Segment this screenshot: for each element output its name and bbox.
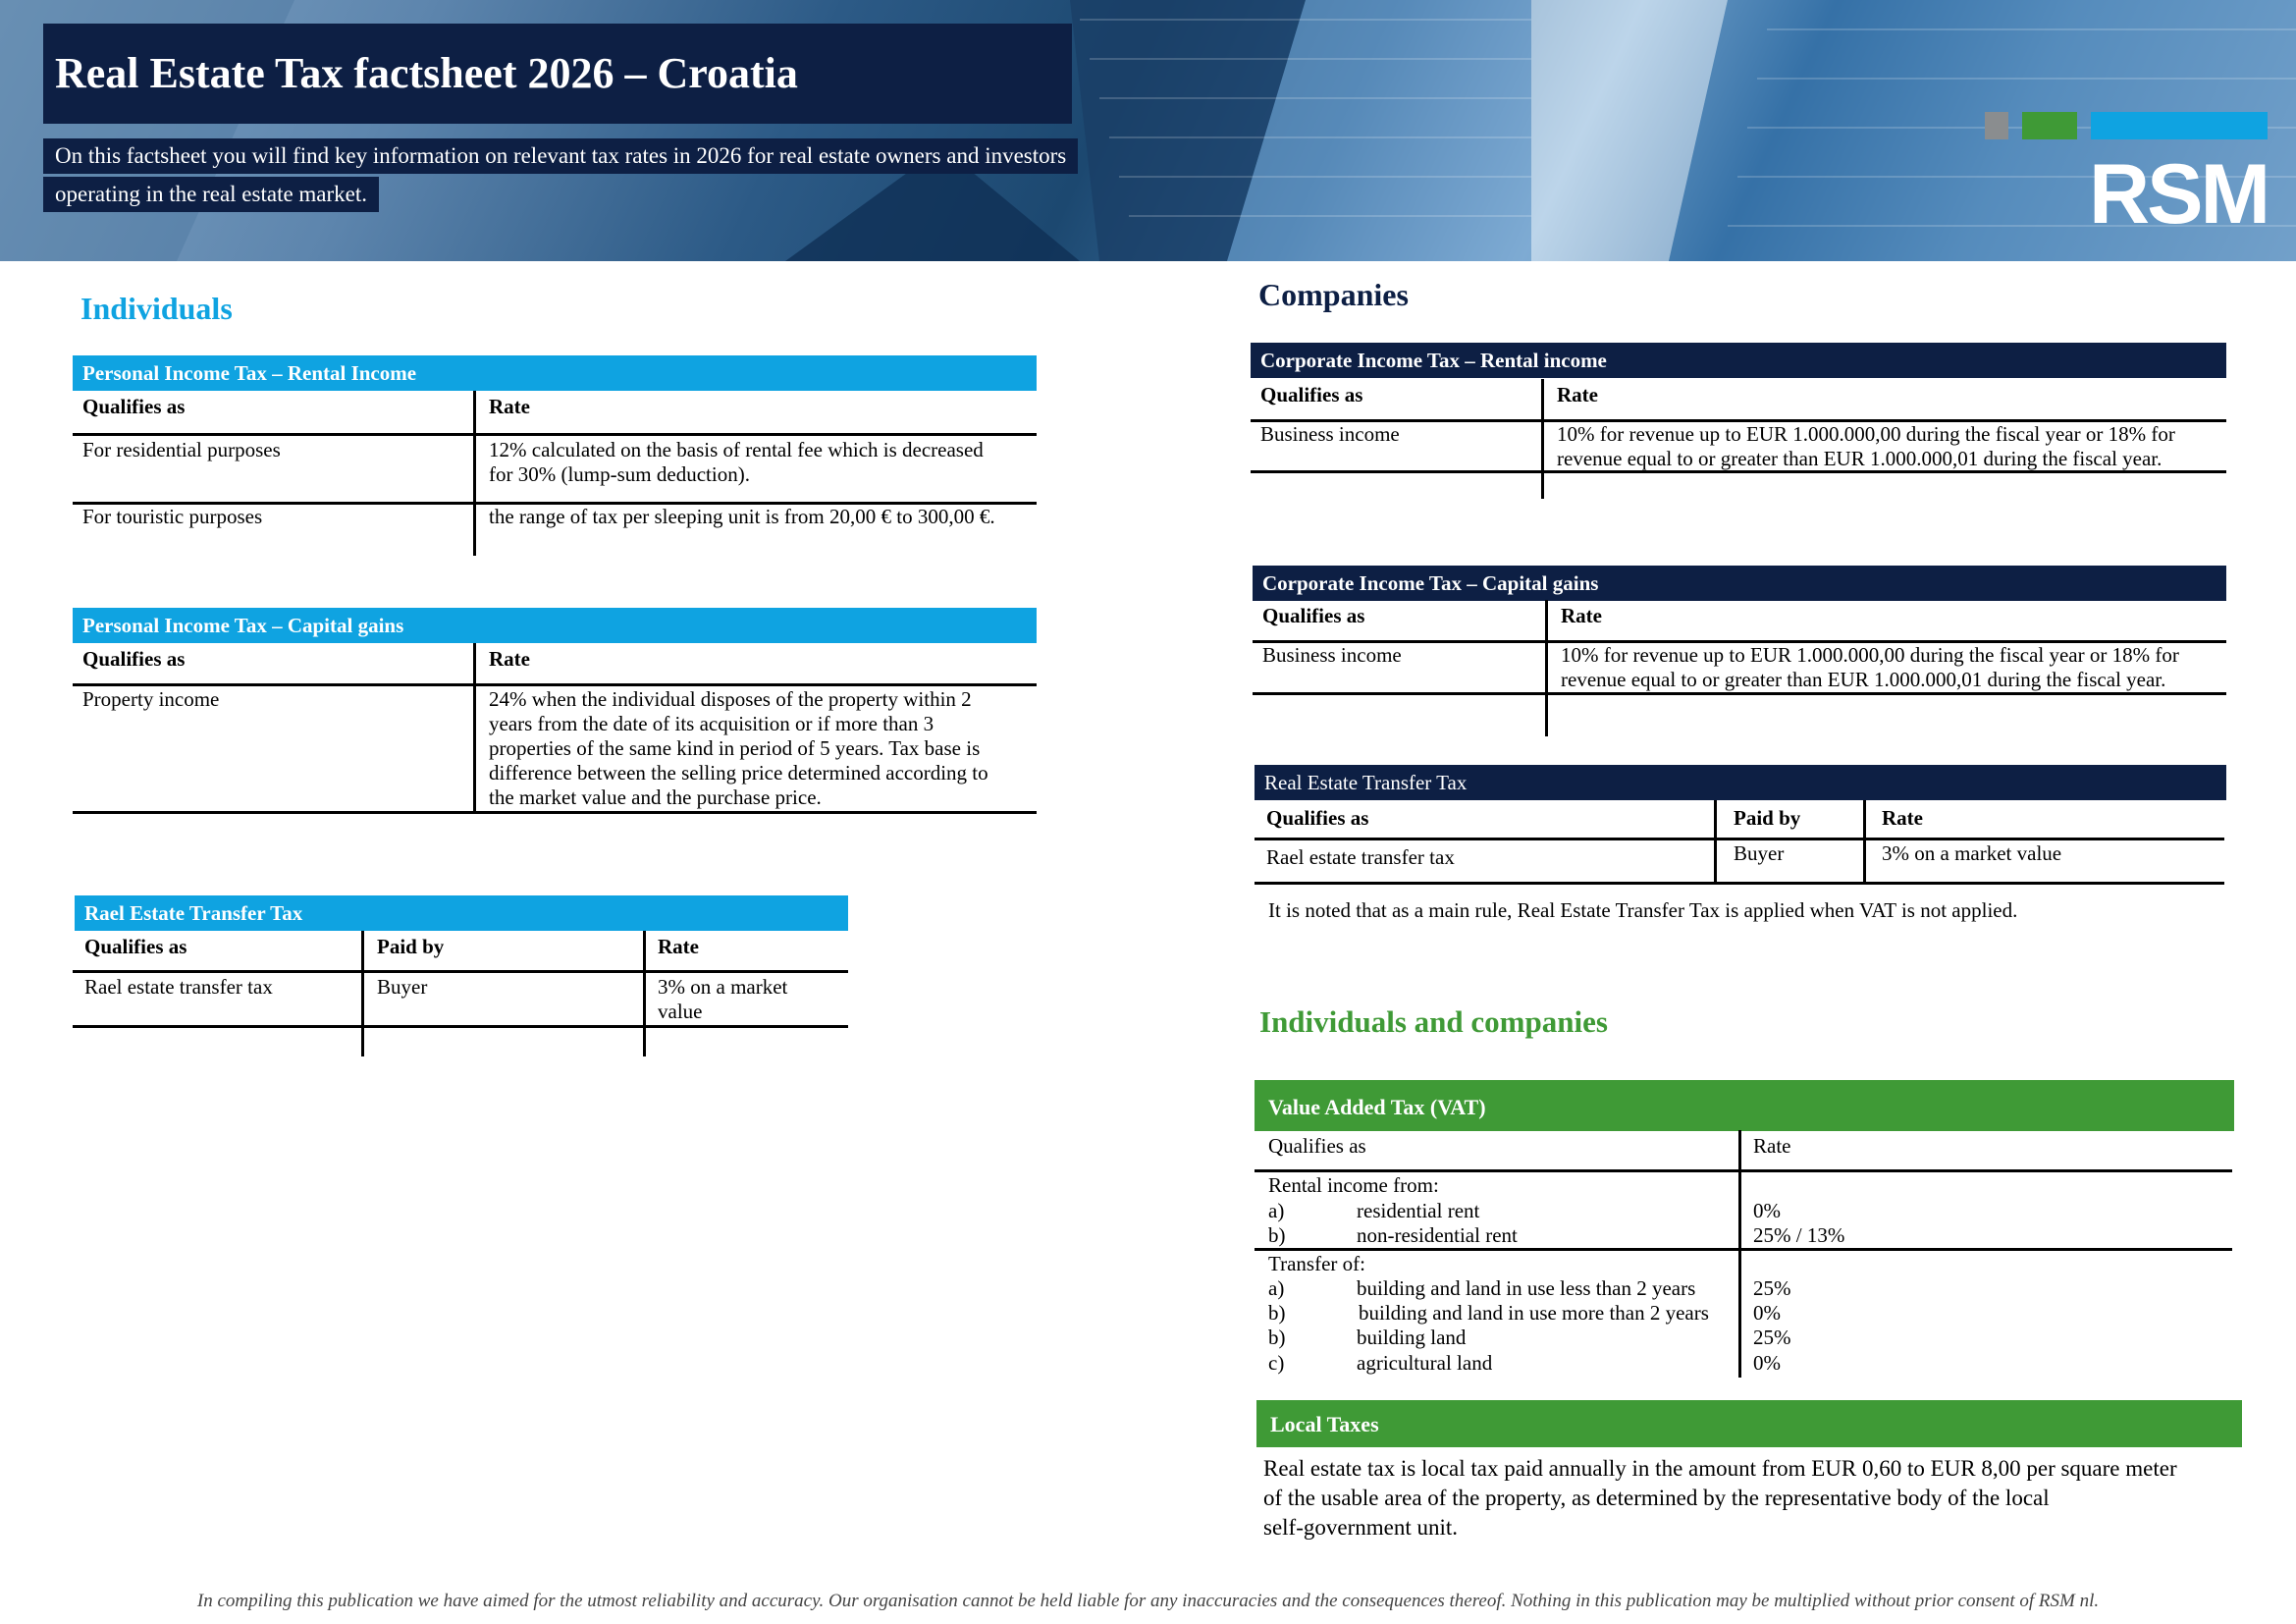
vat-transfer-2-rate: 0% xyxy=(1753,1301,1781,1325)
vat-transfer-3-letter: b) xyxy=(1268,1326,1286,1349)
ind-transfer-rate-line1: 3% on a market xyxy=(658,975,788,999)
cit-capital-col1-header: Qualifies as xyxy=(1262,604,1365,627)
divider xyxy=(1545,600,1548,736)
co-transfer-qualifies: Rael estate transfer tax xyxy=(1266,845,1455,869)
divider xyxy=(643,931,646,1056)
divider xyxy=(73,433,1037,436)
cit-capital-qualifies: Business income xyxy=(1262,643,1402,667)
vat-transfer-1-label: building and land in use less than 2 years xyxy=(1357,1276,1696,1300)
page-title: Real Estate Tax factsheet 2026 – Croatia xyxy=(43,24,1072,124)
disclaimer-footer: In compiling this publication we have aimed for the utmost reliability and accuracy. Our organisation cannot be held liable for any inaccuracies and the consequences thereof. Nothing in this publication may be multiplied without prior consent of RSM nl. xyxy=(196,1591,2100,1611)
pit-capital-rate-line2: years from the date of its acquisition or if more than 3 xyxy=(489,712,934,735)
vat-transfer-label: Transfer of: xyxy=(1268,1252,1365,1275)
subtitle-line-2: operating in the real estate market. xyxy=(43,177,379,212)
local-taxes-line2: of the usable area of the property, as determined by the representative body of the local xyxy=(1263,1486,2050,1510)
pit-capital-qualifies: Property income xyxy=(82,687,220,711)
pit-capital-rate-line3: properties of the same kind in period of 5 years. Tax base is xyxy=(489,736,981,760)
pit-capital-rate-line1: 24% when the individual disposes of the property within 2 xyxy=(489,687,972,711)
pit-rental-row1-rate-line1: 12% calculated on the basis of rental fee which is decreased xyxy=(489,438,984,461)
vat-transfer-4-letter: c) xyxy=(1268,1351,1285,1375)
divider xyxy=(361,931,364,1056)
pit-capital-rate-line5: the market value and the purchase price. xyxy=(489,785,822,809)
rsm-logo-green-bar xyxy=(2022,112,2077,139)
divider xyxy=(1255,838,2224,840)
vat-rental-a-rate: 0% xyxy=(1753,1199,1781,1222)
co-transfer-col2-header: Paid by xyxy=(1734,806,1801,830)
vat-rental-a-letter: a) xyxy=(1268,1199,1285,1222)
cit-rental-rate-line1: 10% for revenue up to EUR 1.000.000,00 during the fiscal year or 18% for xyxy=(1557,422,2175,446)
divider xyxy=(1255,1248,2232,1251)
pit-capital-rate-line4: difference between the selling price determined according to xyxy=(489,761,988,785)
pit-rental-col1-header: Qualifies as xyxy=(82,395,186,418)
vat-rental-label: Rental income from: xyxy=(1268,1173,1439,1197)
rsm-logo: RSM xyxy=(2089,147,2269,242)
cit-capital-col2-header: Rate xyxy=(1561,604,1602,627)
subtitle-line-1: On this factsheet you will find key information on relevant tax rates in 2026 for real estate owners and investors xyxy=(43,138,1078,174)
vat-transfer-1-letter: a) xyxy=(1268,1276,1285,1300)
divider xyxy=(1714,800,1717,882)
pit-rental-row1-qualifies: For residential purposes xyxy=(82,438,281,461)
vat-title: Value Added Tax (VAT) xyxy=(1255,1080,2234,1131)
cit-rental-qualifies: Business income xyxy=(1260,422,1400,446)
pit-rental-row2-qualifies: For touristic purposes xyxy=(82,505,263,528)
rsm-logo-grey-bar xyxy=(1985,112,2008,139)
co-transfer-paid-by: Buyer xyxy=(1734,841,1785,865)
pit-rental-col2-header: Rate xyxy=(489,395,530,418)
companies-heading: Companies xyxy=(1258,277,1409,312)
ind-transfer-col1-header: Qualifies as xyxy=(84,935,187,958)
divider xyxy=(473,391,476,556)
ind-transfer-col3-header: Rate xyxy=(658,935,699,958)
ind-transfer-paid-by: Buyer xyxy=(377,975,428,999)
divider xyxy=(1541,379,1544,499)
cit-rental-title: Corporate Income Tax – Rental income xyxy=(1251,343,2226,378)
vat-col1-header: Qualifies as xyxy=(1268,1134,1366,1158)
co-transfer-col3-header: Rate xyxy=(1882,806,1923,830)
divider xyxy=(73,970,848,973)
vat-col2-header: Rate xyxy=(1753,1134,1791,1158)
cit-capital-rate-line2: revenue equal to or greater than EUR 1.000.000,01 during the fiscal year. xyxy=(1561,668,2166,691)
pit-capital-col1-header: Qualifies as xyxy=(82,647,186,671)
local-taxes-title: Local Taxes xyxy=(1256,1400,2242,1447)
cit-rental-col1-header: Qualifies as xyxy=(1260,383,1363,406)
divider xyxy=(1253,692,2226,695)
divider xyxy=(473,643,476,811)
vat-transfer-3-label: building land xyxy=(1357,1326,1467,1349)
pit-capital-title: Personal Income Tax – Capital gains xyxy=(73,608,1037,643)
pit-capital-col2-header: Rate xyxy=(489,647,530,671)
co-transfer-col1-header: Qualifies as xyxy=(1266,806,1369,830)
vat-transfer-4-rate: 0% xyxy=(1753,1351,1781,1375)
vat-transfer-3-rate: 25% xyxy=(1753,1326,1791,1349)
cit-capital-title: Corporate Income Tax – Capital gains xyxy=(1253,566,2226,601)
cit-rental-rate-line2: revenue equal to or greater than EUR 1.000.000,01 during the fiscal year. xyxy=(1557,447,2163,470)
divider xyxy=(73,1025,848,1028)
ind-transfer-col2-header: Paid by xyxy=(377,935,445,958)
co-transfer-note: It is noted that as a main rule, Real Estate Transfer Tax is applied when VAT is not applied. xyxy=(1268,898,2018,922)
local-taxes-line1: Real estate tax is local tax paid annually in the amount from EUR 0,60 to EUR 8,00 per square meter xyxy=(1263,1456,2177,1481)
vat-rental-b-rate: 25% / 13% xyxy=(1753,1223,1845,1247)
local-taxes-line3: self-government unit. xyxy=(1263,1515,1459,1540)
both-heading: Individuals and companies xyxy=(1259,1004,1608,1039)
rsm-logo-blue-bar xyxy=(2091,112,2268,139)
divider xyxy=(73,811,1037,814)
vat-transfer-1-rate: 25% xyxy=(1753,1276,1791,1300)
divider xyxy=(73,683,1037,686)
individuals-heading: Individuals xyxy=(80,291,233,326)
vat-transfer-2-label: building and land in use more than 2 years xyxy=(1359,1301,1709,1325)
divider xyxy=(1255,882,2224,885)
pit-rental-row1-rate-line2: for 30% (lump-sum deduction). xyxy=(489,462,750,486)
header-banner xyxy=(0,0,2296,261)
divider xyxy=(1255,1169,2232,1172)
pit-rental-row2-rate: the range of tax per sleeping unit is from 20,00 € to 300,00 €. xyxy=(489,505,995,528)
divider xyxy=(1738,1130,1741,1378)
cit-rental-col2-header: Rate xyxy=(1557,383,1598,406)
pit-rental-title: Personal Income Tax – Rental Income xyxy=(73,355,1037,391)
ind-transfer-qualifies: Rael estate transfer tax xyxy=(84,975,273,999)
ind-transfer-rate-line2: value xyxy=(658,1000,703,1023)
vat-transfer-4-label: agricultural land xyxy=(1357,1351,1493,1375)
vat-rental-b-label: non-residential rent xyxy=(1357,1223,1518,1247)
vat-transfer-2-letter: b) xyxy=(1268,1301,1286,1325)
cit-capital-rate-line1: 10% for revenue up to EUR 1.000.000,00 during the fiscal year or 18% for xyxy=(1561,643,2179,667)
vat-rental-b-letter: b) xyxy=(1268,1223,1286,1247)
vat-rental-a-label: residential rent xyxy=(1357,1199,1480,1222)
divider xyxy=(1863,800,1866,882)
ind-transfer-title: Rael Estate Transfer Tax xyxy=(75,895,848,931)
co-transfer-title: Real Estate Transfer Tax xyxy=(1255,765,2226,800)
divider xyxy=(1251,470,2226,473)
co-transfer-rate: 3% on a market value xyxy=(1882,841,2062,865)
